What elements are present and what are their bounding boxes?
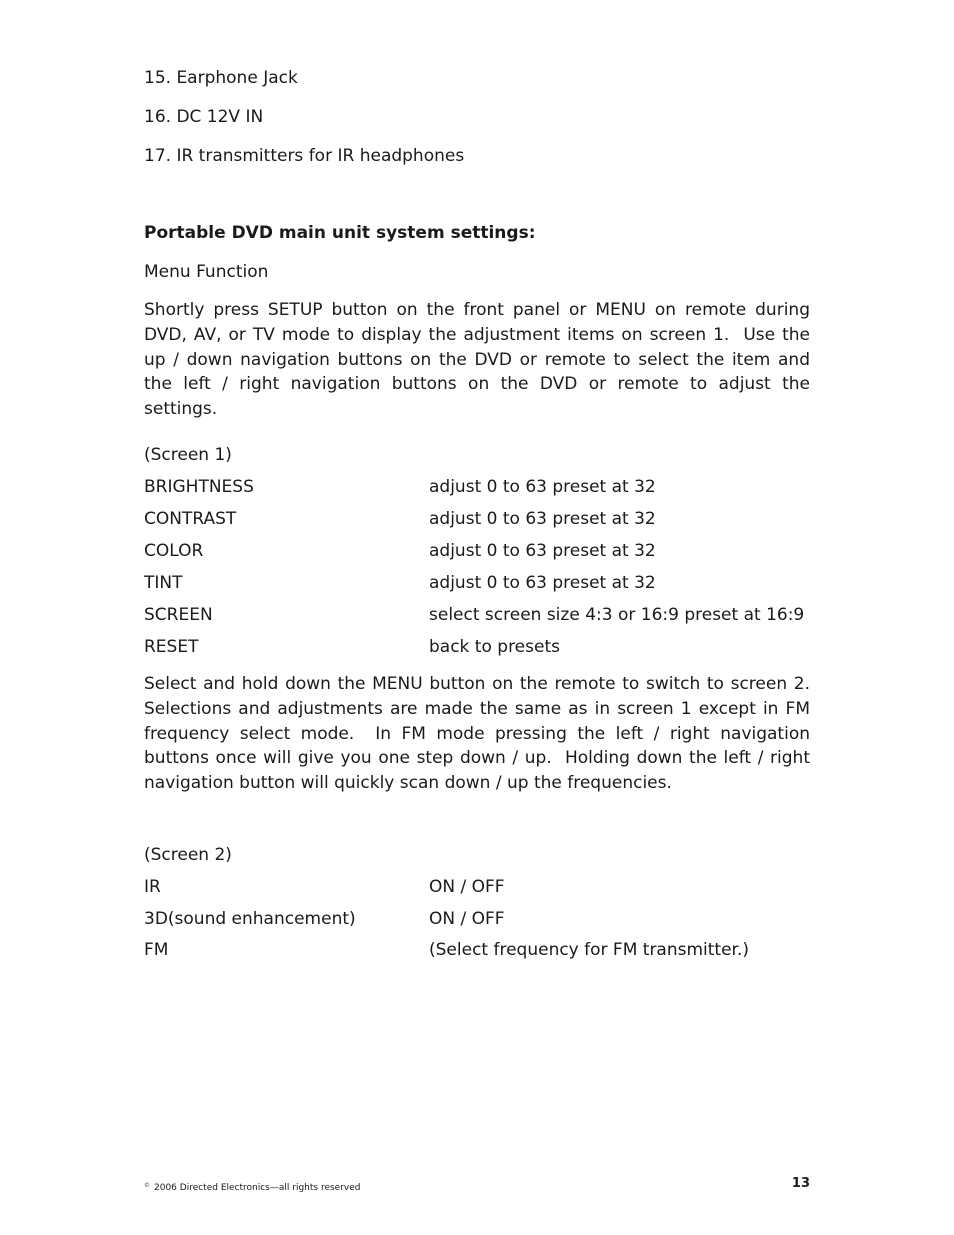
copyright-symbol: © (144, 1182, 150, 1189)
setting-value: adjust 0 to 63 preset at 32 (429, 509, 656, 529)
list-item-earphone-jack: 15. Earphone Jack (144, 68, 298, 88)
setting-value: ON / OFF (429, 909, 505, 929)
setting-value: adjust 0 to 63 preset at 32 (429, 573, 656, 593)
screen-2-row (144, 875, 810, 899)
page-number: 13 (791, 1176, 810, 1191)
screen-1-row (144, 539, 810, 563)
subheading-menu-function: Menu Function (144, 262, 269, 282)
setting-label: FM (144, 940, 169, 960)
setting-label: 3D(sound enhancement) (144, 909, 356, 929)
screen-2-row (144, 938, 810, 962)
setting-label: RESET (144, 637, 199, 657)
screen-1-title: (Screen 1) (144, 445, 232, 465)
setting-label: IR (144, 877, 161, 897)
setting-label: COLOR (144, 541, 204, 561)
setting-label: BRIGHTNESS (144, 477, 254, 497)
setting-value: adjust 0 to 63 preset at 32 (429, 541, 656, 561)
setting-value: select screen size 4:3 or 16:9 preset at 16:9 (429, 605, 805, 625)
paragraph-menu-instructions: Shortly press SETUP button on the front panel or MENU on remote during DVD, AV, or TV mode to display the adjustment items on screen 1. Use the up / down navigation buttons on the DVD or remote to select the item and the left / right navigation buttons on the DVD or remote to adjust the settings. (144, 300, 810, 420)
setting-label: CONTRAST (144, 509, 237, 529)
screen-1-row (144, 475, 810, 499)
setting-value: ON / OFF (429, 877, 505, 897)
paragraph-screen-2-instructions: Select and hold down the MENU button on the remote to switch to screen 2. Selections and adjustments are made the same as in screen 1 except in FM frequency select mode. In FM mode pressing the left / right navigation buttons once will give you one step down / up. Holding down the left / right navigation button will quickly scan down / up the frequencies. (144, 674, 810, 794)
setting-value: back to presets (429, 637, 560, 657)
document-page (144, 0, 810, 1235)
screen-1-row (144, 603, 810, 627)
list-item-dc-12v-in: 16. DC 12V IN (144, 107, 264, 127)
screen-1-row (144, 507, 810, 531)
screen-1-row (144, 571, 810, 595)
setting-value: (Select frequency for FM transmitter.) (429, 940, 750, 960)
screen-2-title: (Screen 2) (144, 845, 232, 865)
footer-copyright (144, 1180, 361, 1194)
setting-label: TINT (144, 573, 183, 593)
screen-2-row (144, 907, 810, 931)
screen-1-row (144, 635, 810, 659)
list-item-ir-transmitters: 17. IR transmitters for IR headphones (144, 146, 465, 166)
setting-value: adjust 0 to 63 preset at 32 (429, 477, 656, 497)
section-heading: Portable DVD main unit system settings: (144, 223, 536, 243)
setting-label: SCREEN (144, 605, 213, 625)
copyright-text: 2006 Directed Electronics—all rights reserved (154, 1183, 361, 1193)
